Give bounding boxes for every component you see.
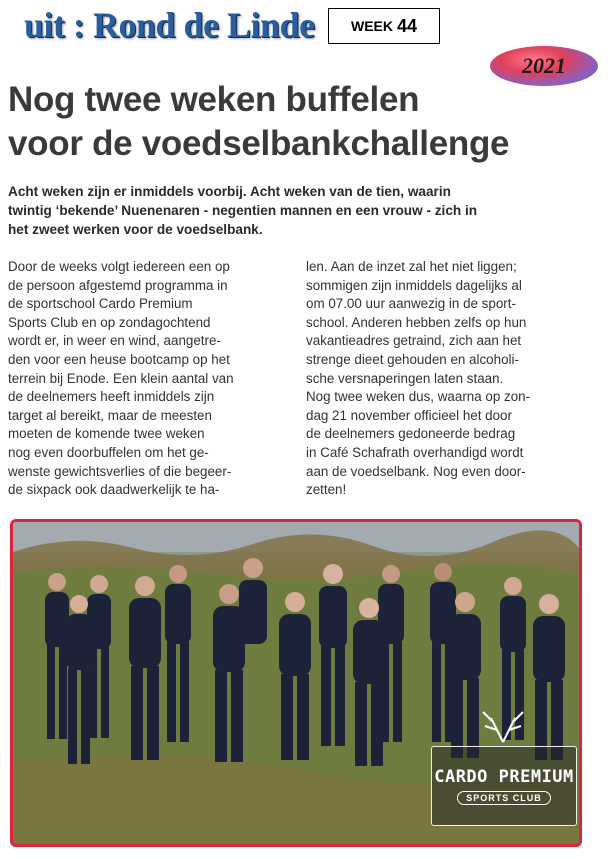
body-line: Sports Club en op zondagochtend: [8, 314, 211, 330]
body-line: sche versnaperingen laten staan.: [306, 370, 504, 386]
body-line: Door de weeks volgt iedereen een op: [8, 259, 230, 274]
source-label: uit : Rond de Linde: [24, 5, 315, 45]
body-line: wenste gewichtsverlies of die begeer-: [8, 463, 232, 479]
body-line: de sportschool Cardo Premium: [8, 296, 193, 312]
body-line: aan de voedselbank. Nog even door-: [306, 463, 526, 479]
body-column-left: [8, 258, 296, 500]
body-line: school. Anderen hebben zelfs op hun: [306, 314, 527, 330]
week-box: [328, 8, 440, 44]
body-line: in Café Schafrath overhandigd wordt: [306, 444, 524, 460]
body-line: wordt er, in weer en wind, aangetre-: [8, 333, 221, 349]
body-line: de deelnemers gedoneerde bedrag: [306, 426, 516, 442]
body-line: vakantieadres getraind, zich aan het: [306, 333, 522, 349]
group-photo: [10, 519, 582, 847]
year-badge: 2021: [490, 46, 598, 86]
lead-line: het zweet werken voor de voedselbank.: [8, 222, 263, 237]
body-line: dag 21 november officieel het door: [306, 407, 512, 423]
body-line: nog even doorbuffelen om het ge-: [8, 444, 209, 460]
cardo-premium-logo: [431, 746, 577, 826]
logo-line1: CARDO PREMIUM: [434, 767, 574, 787]
week-number: 44: [396, 15, 418, 36]
body-line: den voor een heuse bootcamp op het: [8, 351, 230, 367]
body-line: de sixpack ook daadwerkelijk te ha-: [8, 482, 220, 498]
body-line: om 07.00 uur aanwezig in de sport-: [306, 296, 516, 312]
body-line: terrein bij Enode. Een klein aantal van: [8, 370, 234, 386]
lead-paragraph: [8, 182, 603, 239]
body-line: target al bereikt, maar de meesten: [8, 407, 212, 423]
headline-line: Nog twee weken buffelen: [8, 80, 420, 119]
lead-line: twintig ‘bekende’ Nuenenaren - negentien mannen en een vrouw - zich in: [8, 203, 478, 218]
body-line: strenge dieet gehouden en alcoholi-: [306, 351, 519, 367]
body-line: de deelnemers heeft inmiddels zijn: [8, 389, 215, 405]
body-line: len. Aan de inzet zal het niet liggen;: [306, 259, 517, 274]
body-line: sommigen zijn inmiddels dagelijks al: [306, 277, 522, 293]
lead-line: Acht weken zijn er inmiddels voorbij. Acht weken van de tien, waarin: [8, 184, 451, 199]
body-column-right: [306, 258, 602, 500]
body-line: moeten de komende twee weken: [8, 426, 205, 442]
week-label: WEEK: [350, 18, 393, 34]
body-line: Nog twee weken dus, waarna op zon-: [306, 389, 531, 405]
logo-line2: SPORTS CLUB: [457, 791, 551, 805]
headline: [8, 78, 598, 166]
body-line: zetten!: [306, 482, 347, 498]
body-line: de persoon afgestemd programma in: [8, 277, 228, 293]
headline-line: voor de voedselbankchallenge: [8, 124, 510, 163]
